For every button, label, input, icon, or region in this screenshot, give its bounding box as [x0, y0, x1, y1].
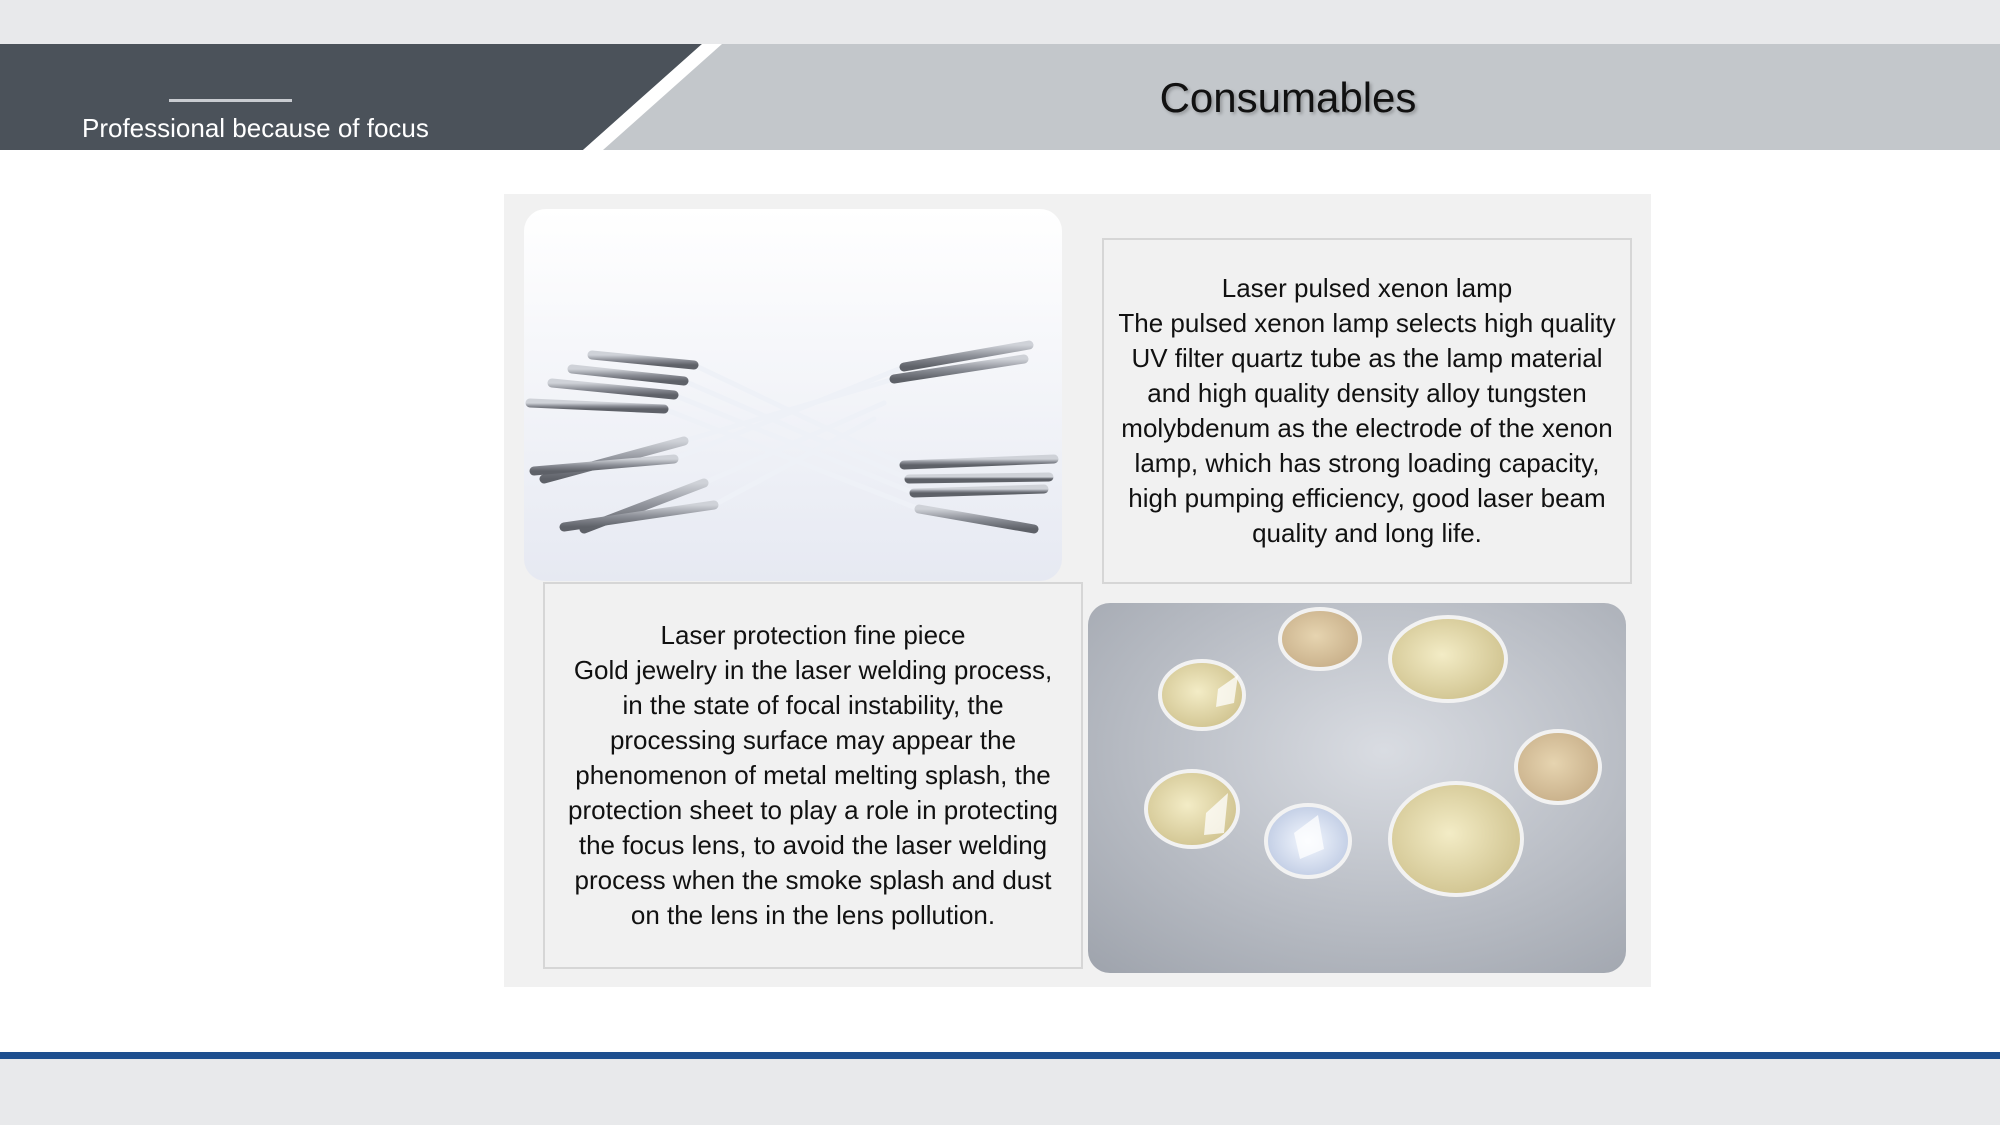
- top-margin-strip: [0, 0, 2000, 44]
- xenon-lamp-description: The pulsed xenon lamp selects high quality UV filter quartz tube as the lamp material and high quality density alloy tungsten molybdenum as the electrode of the xenon lamp, which has strong loading capacity, high pumping efficiency, good laser beam quality and long life.: [1118, 308, 1616, 548]
- bottom-margin-strip: [0, 1059, 2000, 1125]
- tagline-rule: [169, 99, 292, 102]
- protective-lens-discs-photo-icon: [1088, 603, 1626, 973]
- xenon-lamp-description-box: [1102, 238, 1632, 584]
- tagline: Professional because of focus: [82, 113, 429, 143]
- protection-piece-description-box: [543, 582, 1083, 969]
- footer-rule: [0, 1052, 2000, 1059]
- protection-piece-name: Laser protection fine piece: [660, 620, 966, 650]
- protection-piece-description: Gold jewelry in the laser welding process, in the state of focal instability, the processing surface may appear the phenomenon of metal melting splash, the protection sheet to play a role in protecting the focus lens, to avoid the laser welding process when the smoke splash and dust on the lens in the lens pollution.: [568, 655, 1058, 930]
- xenon-lamp-photo: [524, 209, 1062, 581]
- page-title: Consumables: [1159, 74, 1417, 121]
- xenon-lamp-name: Laser pulsed xenon lamp: [1221, 273, 1513, 303]
- protection-lens-photo: [1088, 603, 1626, 973]
- xenon-lamp-tubes-photo-icon: [524, 209, 1062, 581]
